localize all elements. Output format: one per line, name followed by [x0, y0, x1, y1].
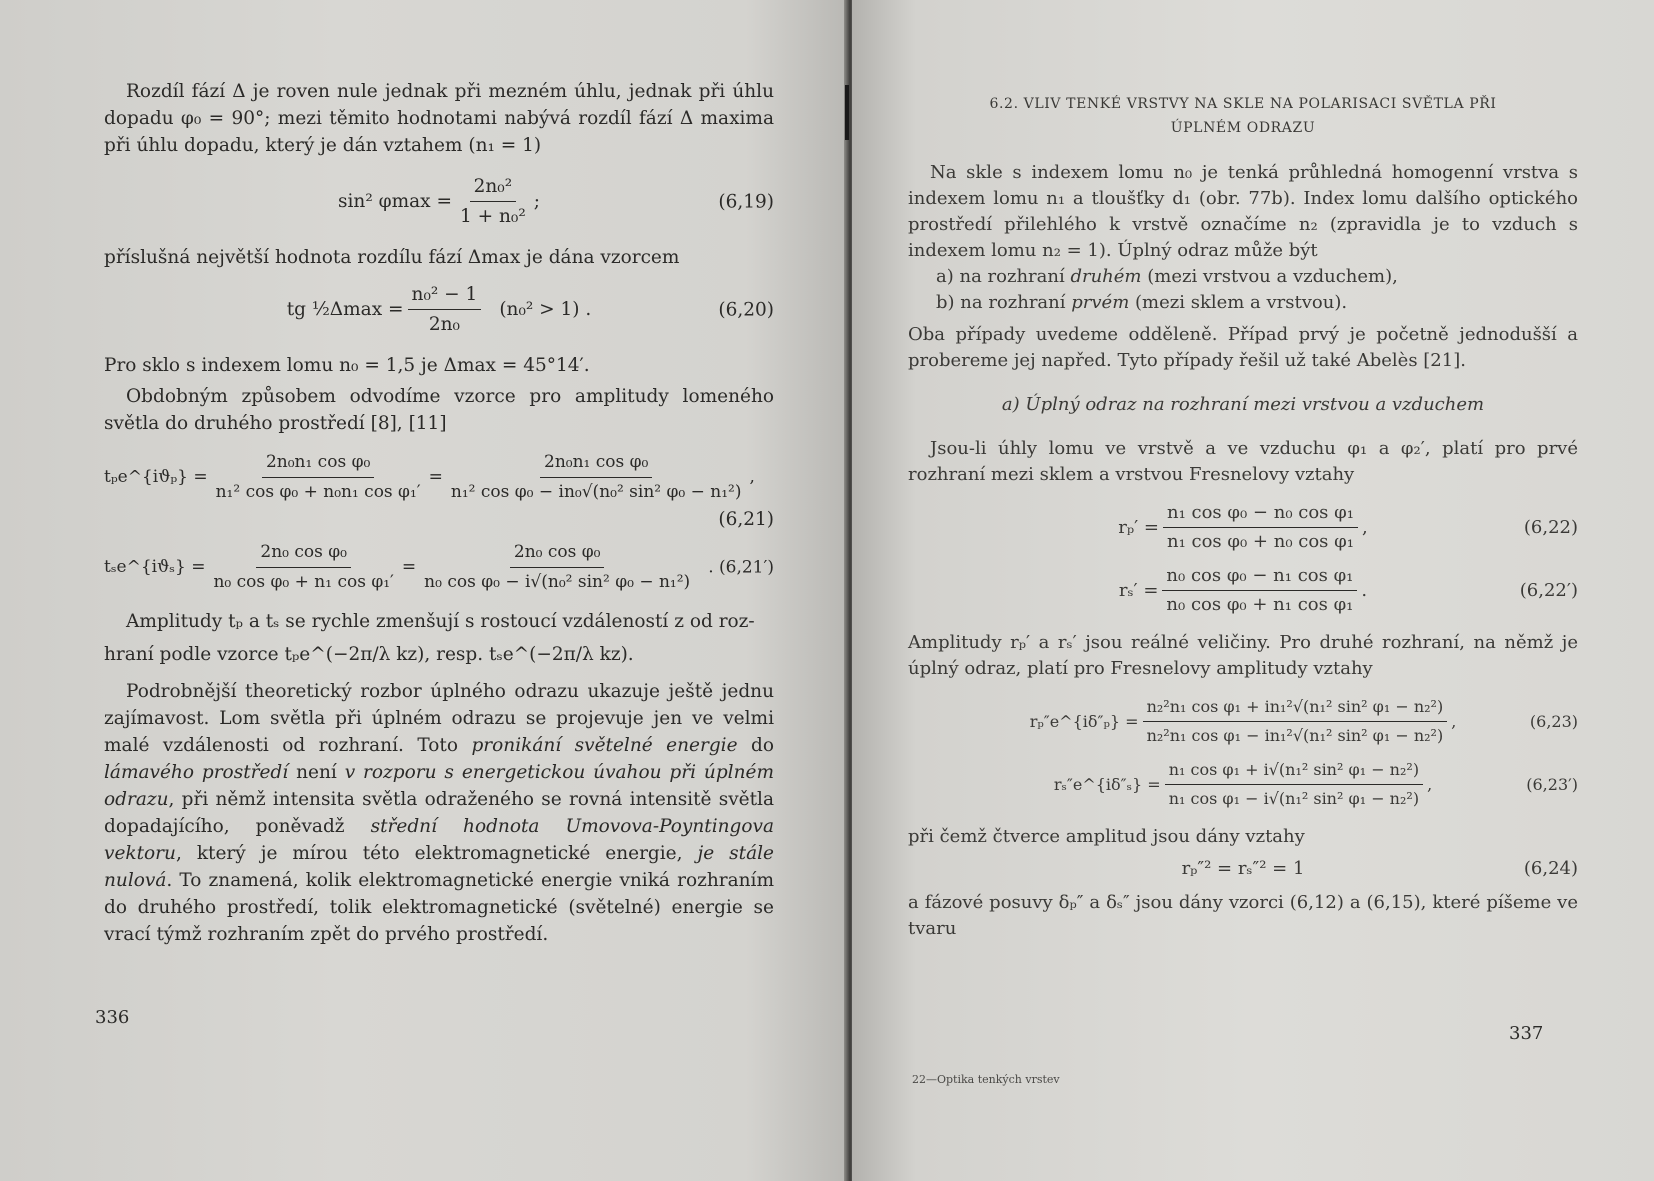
equation-number: (6,19)	[718, 191, 774, 212]
numerator: 2n₀n₁ cos φ₀	[262, 449, 374, 478]
denominator: n₁ cos φ₀ + n₀ cos φ₁	[1166, 531, 1354, 552]
italic-text: pronikání světelné energie	[471, 735, 738, 756]
fraction	[408, 281, 482, 338]
gutter-mark	[845, 85, 849, 140]
paragraph: příslušná největší hodnota rozdílu fází Δmax je dána vzorcem	[104, 247, 680, 268]
equation-6-23-prime	[908, 757, 1578, 812]
equation-number: (6,21)	[718, 509, 774, 530]
equation-tail: .	[1361, 579, 1368, 601]
list-item	[936, 264, 1578, 290]
fraction	[456, 173, 530, 230]
numerator: 2n₀ cos φ₀	[256, 539, 351, 568]
equation-tail: (n₀² > 1) .	[499, 299, 592, 320]
fraction	[209, 539, 397, 596]
text-run: a) na rozhraní	[936, 266, 1071, 287]
italic-text: lámavého prostředí	[104, 762, 289, 783]
paragraph: Rozdíl fází Δ je roven nule jednak při mezném úhlu, jednak při úhlu dopadu φ₀ = 90°; mezi těmito hodnotami nabývá rozdíl fází Δ maxima při úhlu dopadu, který je dán vztahem (n₁ = 1)	[104, 81, 774, 156]
equation-number: (6,23′)	[1526, 774, 1578, 794]
section-heading-line: ÚPLNÉM ODRAZU	[1170, 120, 1316, 136]
equation-number: (6,22)	[1523, 516, 1578, 538]
equation-tail: ,	[1427, 774, 1433, 794]
equation-number: (6,20)	[718, 299, 774, 320]
left-page-body	[104, 78, 774, 948]
paragraph: Na skle s indexem lomu n₀ je tenká průhledná homogenní vrstva s indexem lomu n₁ a tloušťky d₁ (obr. 77b). Index lomu dalšího optického prostředí přilehlého k vrstvě označíme n₂ (zpravidla je to vzduch s indexem lomu n₂ = 1). Úplný odraz může být	[908, 162, 1578, 261]
text-run: , při němž intensita světla odraženého se rovná intensitě světla dopadajícího, poněvadž	[104, 789, 774, 837]
paragraph: hraní podle vzorce tₚe^(−2π/λ kz), resp. tₛe^(−2π/λ kz).	[104, 644, 634, 665]
right-page-body	[908, 92, 1578, 942]
denominator: 2n₀	[428, 314, 460, 335]
equation-6-20	[104, 281, 774, 338]
numerator: n₀ cos φ₀ − n₁ cos φ₁	[1162, 563, 1357, 591]
equation-6-19	[104, 173, 774, 230]
paragraph: Pro sklo s indexem lomu n₀ = 1,5 je Δmax = 45°14′.	[104, 355, 590, 376]
equation-number: (6,22′)	[1519, 579, 1578, 601]
denominator: 1 + n₀²	[459, 206, 526, 227]
numerator: 2n₀n₁ cos φ₀	[540, 449, 652, 478]
equals-sign: =	[428, 467, 443, 487]
text-run: . To znamená, kolik elektromagnetické energie vniká rozhraním do druhého prostředí, tolik elektromagnetické (světelné) energie se vrací týmž rozhraním zpět do prvého prostředí.	[104, 870, 774, 945]
numerator: 2n₀²	[470, 173, 517, 202]
list-item	[936, 290, 1578, 316]
denominator: n₁² cos φ₀ + n₀n₁ cos φ₁′	[215, 482, 421, 502]
equation-6-22-prime	[908, 563, 1578, 618]
equation-tail: ,	[1451, 711, 1457, 731]
paragraph: při čemž čtverce amplitud jsou dány vztahy	[908, 826, 1305, 847]
text-run: (mezi vrstvou a vzduchem),	[1141, 266, 1398, 287]
text-run: b) na rozhraní	[936, 292, 1072, 313]
subsection-heading: a) Úplný odraz na rozhraní mezi vrstvou a vzduchem	[1001, 394, 1485, 415]
denominator: n₀ cos φ₀ − i√(n₀² sin² φ₀ − n₁²)	[424, 572, 691, 592]
equals-sign: =	[401, 557, 417, 577]
italic-text: střední hodnota Umovova-Poyntingova vektoru	[104, 816, 775, 864]
fraction	[447, 449, 746, 506]
italic-text: prvém	[1071, 292, 1130, 313]
numerator: n₀² − 1	[408, 281, 482, 310]
equation-number: (6,24)	[1523, 858, 1578, 879]
fraction	[1165, 757, 1423, 812]
italic-text: je stále nulová	[104, 843, 774, 891]
paragraph: a fázové posuvy δₚ″ a δₛ″ jsou dány vzorci (6,12) a (6,15), které píšeme ve tvaru	[908, 892, 1578, 939]
equation-body: rₚ″² = rₛ″² = 1	[1181, 858, 1305, 879]
fraction	[420, 539, 694, 596]
paragraph: Oba případy uvedeme odděleně. Případ prvý je početně jednodušší a probereme jej napřed. Tyto případy řešil už také Abelès [21].	[908, 324, 1578, 371]
text-run: Podrobnější theoretický rozbor úplného odrazu ukazuje ještě jednu zajímavost. Lom světla při úplném odrazu se projevuje jen ve velmi malé vzdálenosti od rozhraní. Toto	[104, 681, 774, 756]
italic-text: v rozporu s energetickou úvahou při úplném odrazu	[104, 762, 775, 810]
equation-6-23	[908, 694, 1578, 749]
equation-lhs: sin² φmax =	[338, 191, 452, 212]
numerator: n₂²n₁ cos φ₁ + in₁²√(n₁² sin² φ₁ − n₂²)	[1143, 694, 1448, 722]
equation-6-21	[104, 449, 774, 506]
page-footer: 22—Optika tenkých vrstev	[912, 1073, 1060, 1086]
fraction	[212, 449, 425, 506]
text-run: do	[737, 735, 774, 756]
denominator: n₀ cos φ₀ + n₁ cos φ₁′	[213, 572, 394, 592]
paragraph	[104, 678, 774, 948]
equation-lhs: tₛe^{iϑₛ} =	[104, 557, 206, 577]
paragraph: Amplitudy rₚ′ a rₛ′ jsou reálné veličiny. Pro druhé rozhraní, na němž je úplný odraz, platí pro Fresnelovy amplitudy vztahy	[908, 632, 1578, 679]
equation-tail: ,	[1361, 516, 1368, 538]
equation-number: (6,23)	[1529, 711, 1578, 731]
equation-lhs: rₚ′ =	[1118, 516, 1159, 538]
equation-lhs: tg ½Δmax =	[286, 299, 404, 320]
numerator: 2n₀ cos φ₀	[510, 539, 605, 568]
denominator: n₂²n₁ cos φ₁ − in₁²√(n₁² sin² φ₁ − n₂²)	[1146, 726, 1444, 745]
numerator: n₁ cos φ₀ − n₀ cos φ₁	[1163, 500, 1358, 528]
equation-6-24	[908, 856, 1578, 882]
equation-lhs: tₚe^{iϑₚ} =	[104, 467, 208, 487]
text-run: , který je mírou této elektromagnetické energie,	[175, 843, 698, 864]
equation-lhs: rₛ″e^{iδ″ₛ} =	[1053, 774, 1161, 794]
denominator: n₀ cos φ₀ + n₁ cos φ₁	[1166, 594, 1354, 615]
denominator: n₁ cos φ₁ − i√(n₁² sin² φ₁ − n₂²)	[1168, 789, 1420, 808]
equation-lhs: rₚ″e^{iδ″ₚ} =	[1029, 711, 1139, 731]
right-page	[852, 0, 1654, 1181]
denominator: n₁² cos φ₀ − in₀√(n₀² sin² φ₀ − n₁²)	[450, 482, 742, 502]
page-number: 337	[1509, 1023, 1544, 1044]
fraction	[1163, 500, 1358, 555]
fraction	[1162, 563, 1357, 618]
equation-lhs: rₛ′ =	[1118, 579, 1159, 601]
case-list	[908, 264, 1578, 316]
paragraph: Jsou-li úhly lomu ve vrstvě a ve vzduchu φ₁ a φ₂′, platí pro prvé rozhraní mezi sklem a vrstvou Fresnelovy vztahy	[908, 438, 1578, 485]
equation-6-22	[908, 500, 1578, 555]
italic-text: druhém	[1070, 266, 1142, 287]
paragraph: Amplitudy tₚ a tₛ se rychle zmenšují s rostoucí vzdáleností z od roz-	[126, 611, 755, 632]
section-heading	[908, 92, 1578, 140]
page-number: 336	[95, 1007, 130, 1028]
equation-tail: ,	[749, 467, 755, 487]
fraction	[1143, 694, 1448, 749]
section-heading-line: 6.2. VLIV TENKÉ VRSTVY NA SKLE NA POLARISACI SVĚTLA PŘI	[989, 96, 1497, 112]
equation-6-21-prime	[104, 539, 774, 596]
text-run: není	[288, 762, 345, 783]
equation-tail: ;	[533, 191, 540, 212]
equation-number: . (6,21′)	[708, 557, 774, 577]
paragraph: Obdobným způsobem odvodíme vzorce pro amplitudy lomeného světla do druhého prostředí [8], [11]	[104, 386, 774, 434]
numerator: n₁ cos φ₁ + i√(n₁² sin² φ₁ − n₂²)	[1165, 757, 1423, 785]
text-run: (mezi sklem a vrstvou).	[1129, 292, 1348, 313]
